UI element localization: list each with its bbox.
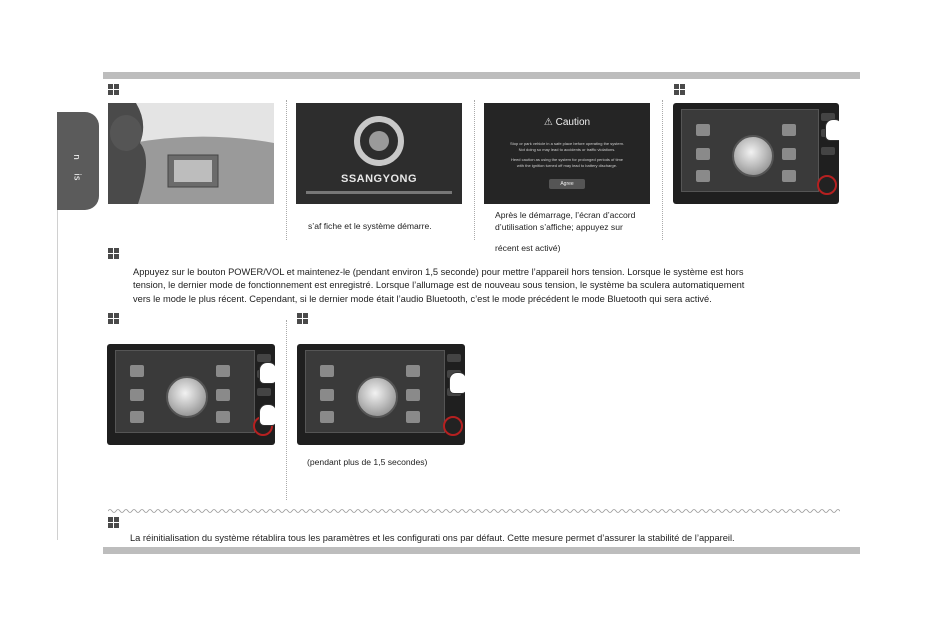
center-knob <box>732 135 774 177</box>
disc-icon <box>696 148 710 160</box>
head-unit-image <box>673 103 839 204</box>
radio-icon <box>782 124 796 136</box>
section-marker-icon <box>108 84 119 95</box>
caption-start: s’af fiche et le système démarre. <box>308 221 432 231</box>
center-knob <box>166 376 208 418</box>
caution-text: Not doing so may lead to accidents or traffic violations. <box>518 147 616 152</box>
boot-logo-screen <box>296 103 462 204</box>
disc-icon <box>320 389 334 401</box>
mute-button[interactable] <box>821 147 835 155</box>
hand-pointer-icon <box>259 362 275 384</box>
media-icon <box>130 365 144 377</box>
head-unit-image <box>107 344 275 445</box>
head-unit-image <box>297 344 465 445</box>
settings-icon <box>406 411 420 423</box>
wavy-separator <box>108 506 840 516</box>
phone-icon <box>130 411 144 423</box>
caution-title: Caution <box>555 117 591 128</box>
paragraph-line: Appuyez sur le bouton POWER/VOL et maintenez-le (pendant environ 1,5 seconde) pour mettre l’appareil hors tension. Lorsque le système est hors <box>133 267 744 277</box>
brand-logo-text: SSANGYONG <box>340 173 417 185</box>
caution-screen <box>484 103 650 204</box>
disc-icon <box>130 389 144 401</box>
section-marker-icon <box>297 313 308 324</box>
caution-text: Stop or park vehicle in a safe place before operating the system. <box>509 141 625 146</box>
section-marker-icon <box>674 84 685 95</box>
unit-screen <box>305 350 445 433</box>
section-marker-icon <box>108 517 119 528</box>
hand-pointer-icon <box>825 119 839 141</box>
agree-button[interactable]: Agree <box>549 179 585 189</box>
side-tab-label-2: is <box>71 173 82 181</box>
hand-pointer-icon <box>449 372 465 394</box>
paragraph-line: tension, le dernier mode de fonctionnement est enregistré. Lorsque l’allumage est de nouveau sous tension, le système ba sculera automatiquement <box>133 280 745 291</box>
hand-pointer-icon <box>259 404 275 426</box>
phone-icon <box>696 170 710 182</box>
caption-after-start-3: récent est activé) <box>495 243 561 253</box>
center-knob <box>356 376 398 418</box>
power-volume-dial[interactable] <box>817 175 837 195</box>
caption-hold: (pendant plus de 1,5 secondes) <box>307 457 428 467</box>
paragraph-line: vers le mode le plus récent. Cependant, si le dernier mode était l’audio Bluetooth, c’est le mode précédent le mode Bluetooth qui sera activé. <box>133 293 712 304</box>
phone-icon <box>320 411 334 423</box>
column-separator <box>286 320 287 500</box>
radio-icon <box>406 365 420 377</box>
media-icon <box>320 365 334 377</box>
side-line <box>57 210 58 540</box>
caution-text: Heed caution as using the system for prolonged periods of time <box>510 157 624 162</box>
bluetooth-icon <box>782 148 796 160</box>
caption-after-start-1: Après le démarrage, l’écran d’accord <box>495 210 636 220</box>
bluetooth-icon <box>216 389 230 401</box>
column-separator <box>286 100 287 240</box>
settings-icon <box>216 411 230 423</box>
power-volume-dial[interactable] <box>443 416 463 436</box>
side-tab <box>57 112 99 210</box>
side-tab-label-1: n <box>70 154 81 160</box>
unit-screen <box>681 109 819 192</box>
car-interior-image <box>108 103 274 204</box>
column-separator <box>662 100 663 240</box>
home-button[interactable] <box>257 354 271 362</box>
radio-icon <box>216 365 230 377</box>
section-marker-icon <box>108 248 119 259</box>
warning-icon: ⚠ <box>543 117 553 128</box>
caption-after-start-2: d’utilisation s’affiche; appuyez sur <box>495 222 623 232</box>
caution-text: with the ignition turned off may lead to battery discharge. <box>516 163 618 168</box>
bluetooth-icon <box>406 389 420 401</box>
home-button[interactable] <box>447 354 461 362</box>
top-divider-bar <box>103 72 860 79</box>
column-separator <box>474 100 475 240</box>
unit-screen <box>115 350 255 433</box>
settings-icon <box>782 170 796 182</box>
power-off-paragraph <box>133 266 843 306</box>
reset-paragraph: La réinitialisation du système rétablira tous les paramètres et les configurati ons par défaut. Cette mesure permet d’assurer la stabilité de l’appareil. <box>130 533 735 543</box>
media-icon <box>696 124 710 136</box>
mute-button[interactable] <box>257 388 271 396</box>
bottom-divider-bar <box>103 547 860 554</box>
section-marker-icon <box>108 313 119 324</box>
